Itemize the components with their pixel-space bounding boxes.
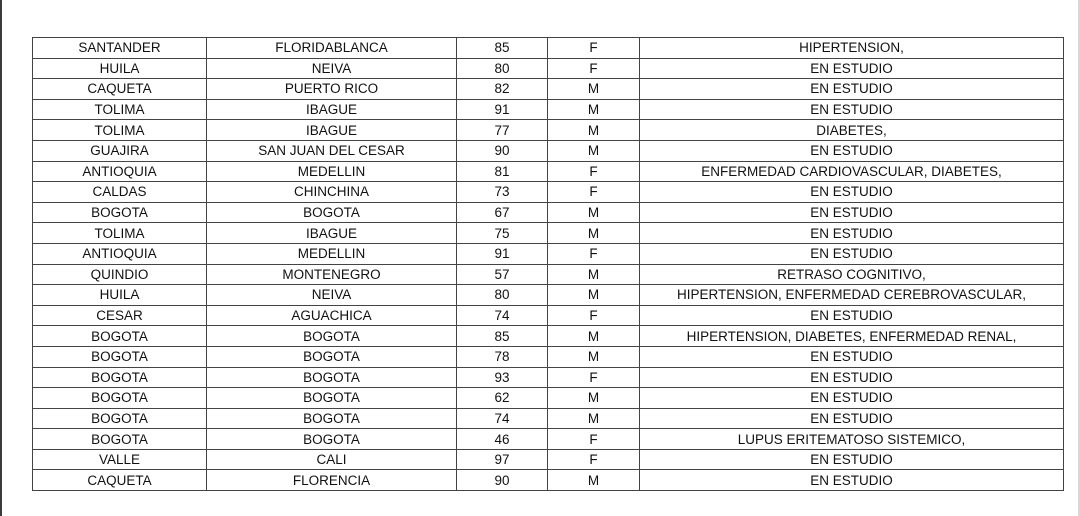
condition-cell: RETRASO COGNITIVO, — [640, 264, 1064, 285]
condition-cell: EN ESTUDIO — [640, 58, 1064, 79]
sex-cell: M — [548, 388, 640, 409]
department-cell: BOGOTA — [33, 367, 207, 388]
municipality-cell: CALI — [207, 449, 457, 470]
age-cell: 85 — [457, 38, 548, 59]
table-row — [33, 223, 1064, 244]
department-cell: CALDAS — [33, 182, 207, 203]
sex-cell: F — [548, 449, 640, 470]
condition-cell: HIPERTENSION, DIABETES, ENFERMEDAD RENAL, — [640, 326, 1064, 347]
department-cell: HUILA — [33, 285, 207, 306]
municipality-cell: NEIVA — [207, 285, 457, 306]
department-cell: BOGOTA — [33, 326, 207, 347]
sex-cell: M — [548, 346, 640, 367]
sex-cell: F — [548, 305, 640, 326]
age-cell: 85 — [457, 326, 548, 347]
municipality-cell: IBAGUE — [207, 99, 457, 120]
table-row — [33, 367, 1064, 388]
department-cell: BOGOTA — [33, 388, 207, 409]
sex-cell: M — [548, 120, 640, 141]
municipality-cell: SAN JUAN DEL CESAR — [207, 140, 457, 161]
municipality-cell: IBAGUE — [207, 223, 457, 244]
table-row — [33, 285, 1064, 306]
condition-cell: EN ESTUDIO — [640, 79, 1064, 100]
sex-cell: M — [548, 140, 640, 161]
condition-cell: EN ESTUDIO — [640, 223, 1064, 244]
sex-cell: M — [548, 79, 640, 100]
table-row — [33, 264, 1064, 285]
sex-cell: M — [548, 99, 640, 120]
condition-cell: EN ESTUDIO — [640, 367, 1064, 388]
age-cell: 97 — [457, 449, 548, 470]
department-cell: BOGOTA — [33, 429, 207, 450]
department-cell: GUAJIRA — [33, 140, 207, 161]
table-row — [33, 408, 1064, 429]
sex-cell: F — [548, 38, 640, 59]
table-row — [33, 326, 1064, 347]
age-cell: 91 — [457, 243, 548, 264]
department-cell: ANTIOQUIA — [33, 161, 207, 182]
condition-cell: DIABETES, — [640, 120, 1064, 141]
municipality-cell: NEIVA — [207, 58, 457, 79]
table-row — [33, 346, 1064, 367]
department-cell: TOLIMA — [33, 223, 207, 244]
department-cell: QUINDIO — [33, 264, 207, 285]
municipality-cell: CHINCHINA — [207, 182, 457, 203]
municipality-cell: MEDELLIN — [207, 243, 457, 264]
age-cell: 80 — [457, 58, 548, 79]
department-cell: HUILA — [33, 58, 207, 79]
sex-cell: F — [548, 429, 640, 450]
age-cell: 74 — [457, 305, 548, 326]
sex-cell: F — [548, 182, 640, 203]
age-cell: 46 — [457, 429, 548, 450]
sex-cell: F — [548, 243, 640, 264]
municipality-cell: BOGOTA — [207, 326, 457, 347]
table-body — [33, 38, 1064, 491]
age-cell: 77 — [457, 120, 548, 141]
table-row — [33, 161, 1064, 182]
table-row — [33, 470, 1064, 491]
department-cell: CESAR — [33, 305, 207, 326]
condition-cell: EN ESTUDIO — [640, 388, 1064, 409]
sex-cell: M — [548, 264, 640, 285]
condition-cell: EN ESTUDIO — [640, 305, 1064, 326]
age-cell: 82 — [457, 79, 548, 100]
condition-cell: EN ESTUDIO — [640, 449, 1064, 470]
sex-cell: F — [548, 58, 640, 79]
table-row — [33, 182, 1064, 203]
condition-cell: EN ESTUDIO — [640, 408, 1064, 429]
sex-cell: M — [548, 326, 640, 347]
department-cell: SANTANDER — [33, 38, 207, 59]
department-cell: BOGOTA — [33, 408, 207, 429]
table-row — [33, 38, 1064, 59]
table-row — [33, 305, 1064, 326]
municipality-cell: BOGOTA — [207, 388, 457, 409]
department-cell: ANTIOQUIA — [33, 243, 207, 264]
municipality-cell: MONTENEGRO — [207, 264, 457, 285]
condition-cell: HIPERTENSION, ENFERMEDAD CEREBROVASCULAR, — [640, 285, 1064, 306]
department-cell: CAQUETA — [33, 79, 207, 100]
age-cell: 93 — [457, 367, 548, 388]
department-cell: VALLE — [33, 449, 207, 470]
cases-table — [32, 37, 1064, 491]
left-border-line — [0, 0, 2, 516]
age-cell: 73 — [457, 182, 548, 203]
condition-cell: EN ESTUDIO — [640, 99, 1064, 120]
age-cell: 80 — [457, 285, 548, 306]
sex-cell: M — [548, 285, 640, 306]
sex-cell: M — [548, 470, 640, 491]
condition-cell: ENFERMEDAD CARDIOVASCULAR, DIABETES, — [640, 161, 1064, 182]
municipality-cell: BOGOTA — [207, 346, 457, 367]
condition-cell: EN ESTUDIO — [640, 470, 1064, 491]
age-cell: 67 — [457, 202, 548, 223]
department-cell: BOGOTA — [33, 202, 207, 223]
table-row — [33, 388, 1064, 409]
municipality-cell: MEDELLIN — [207, 161, 457, 182]
municipality-cell: BOGOTA — [207, 367, 457, 388]
municipality-cell: IBAGUE — [207, 120, 457, 141]
municipality-cell: BOGOTA — [207, 408, 457, 429]
table-row — [33, 429, 1064, 450]
condition-cell: LUPUS ERITEMATOSO SISTEMICO, — [640, 429, 1064, 450]
age-cell: 78 — [457, 346, 548, 367]
condition-cell: EN ESTUDIO — [640, 202, 1064, 223]
age-cell: 62 — [457, 388, 548, 409]
sex-cell: M — [548, 223, 640, 244]
age-cell: 91 — [457, 99, 548, 120]
municipality-cell: AGUACHICA — [207, 305, 457, 326]
age-cell: 74 — [457, 408, 548, 429]
table-row — [33, 120, 1064, 141]
condition-cell: EN ESTUDIO — [640, 346, 1064, 367]
municipality-cell: FLORENCIA — [207, 470, 457, 491]
municipality-cell: BOGOTA — [207, 202, 457, 223]
age-cell: 90 — [457, 140, 548, 161]
condition-cell: EN ESTUDIO — [640, 140, 1064, 161]
table-row — [33, 99, 1064, 120]
department-cell: TOLIMA — [33, 99, 207, 120]
sex-cell: M — [548, 408, 640, 429]
age-cell: 75 — [457, 223, 548, 244]
sex-cell: M — [548, 202, 640, 223]
department-cell: TOLIMA — [33, 120, 207, 141]
table-row — [33, 202, 1064, 223]
sex-cell: F — [548, 161, 640, 182]
table-row — [33, 140, 1064, 161]
age-cell: 90 — [457, 470, 548, 491]
department-cell: BOGOTA — [33, 346, 207, 367]
municipality-cell: BOGOTA — [207, 429, 457, 450]
department-cell: CAQUETA — [33, 470, 207, 491]
municipality-cell: PUERTO RICO — [207, 79, 457, 100]
condition-cell: HIPERTENSION, — [640, 38, 1064, 59]
table-row — [33, 58, 1064, 79]
condition-cell: EN ESTUDIO — [640, 182, 1064, 203]
table-row — [33, 449, 1064, 470]
age-cell: 81 — [457, 161, 548, 182]
municipality-cell: FLORIDABLANCA — [207, 38, 457, 59]
table-row — [33, 243, 1064, 264]
sex-cell: F — [548, 367, 640, 388]
age-cell: 57 — [457, 264, 548, 285]
condition-cell: EN ESTUDIO — [640, 243, 1064, 264]
table-row — [33, 79, 1064, 100]
